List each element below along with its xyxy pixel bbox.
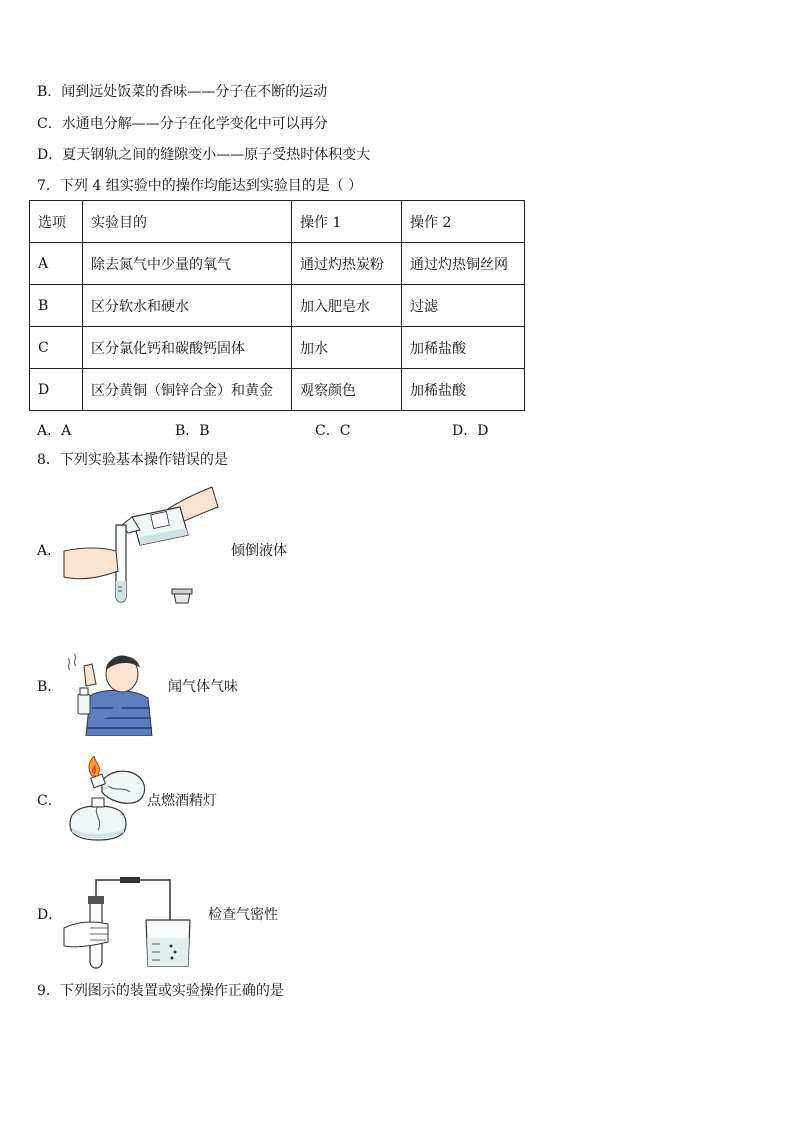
table-cell: 加入肥皂水	[292, 285, 402, 327]
q7-table	[29, 200, 525, 411]
table-header-cell: 操作 2	[402, 201, 525, 243]
table-row	[30, 285, 525, 327]
pouring-liquid-illustration	[62, 485, 222, 610]
q8-option-d-caption: 检查气密性	[208, 907, 278, 923]
table-cell: 区分软水和硬水	[83, 285, 292, 327]
q7-answer-options	[37, 420, 537, 438]
table-header-row	[30, 201, 525, 243]
q8-option-a-caption: 倾倒液体	[231, 543, 287, 559]
q6-option-b: B．闻到远处饭菜的香味——分子在不断的运动	[37, 84, 328, 100]
table-cell: 区分黄铜（铜锌合金）和黄金	[83, 369, 292, 411]
q8-option-b-caption: 闻气体气味	[168, 679, 238, 695]
table-cell: 加水	[292, 327, 402, 369]
table-cell: 观察颜色	[292, 369, 402, 411]
alcohol-lamp-illustration	[62, 756, 150, 844]
table-row	[30, 369, 525, 411]
table-cell: B	[30, 285, 83, 327]
table-cell: 通过灼热炭粉	[292, 243, 402, 285]
q8-stem: 8．下列实验基本操作错误的是	[37, 452, 228, 468]
table-row	[30, 243, 525, 285]
table-cell: 过滤	[402, 285, 525, 327]
q7-answer-d: D．D	[452, 423, 489, 439]
q9-stem: 9．下列图示的装置或实验操作正确的是	[37, 983, 284, 999]
q7-answer-b: B．B	[175, 423, 210, 439]
q6-option-d: D．夏天钢轨之间的缝隙变小——原子受热时体积变大	[37, 147, 371, 163]
q8-option-b-letter: B．	[37, 679, 62, 695]
airtightness-check-illustration	[62, 872, 202, 972]
q7-stem: 7．下列 4 组实验中的操作均能达到实验目的是（ ）	[37, 178, 363, 194]
table-cell: 加稀盐酸	[402, 327, 525, 369]
smelling-gas-illustration	[62, 636, 158, 736]
table-row	[30, 327, 525, 369]
table-cell: 区分氯化钙和碳酸钙固体	[83, 327, 292, 369]
table-cell: 通过灼热铜丝网	[402, 243, 525, 285]
q8-option-d-letter: D．	[37, 907, 63, 923]
table-cell: D	[30, 369, 83, 411]
q8-option-a-letter: A．	[37, 543, 62, 559]
q8-option-c-letter: C．	[37, 793, 62, 809]
q7-answer-c: C．C	[315, 423, 351, 439]
q6-option-c: C．水通电分解——分子在化学变化中可以再分	[37, 116, 328, 132]
table-cell: 加稀盐酸	[402, 369, 525, 411]
table-header-cell: 操作 1	[292, 201, 402, 243]
table-cell: 除去氮气中少量的氧气	[83, 243, 292, 285]
q7-answer-a: A．A	[37, 423, 72, 439]
q8-option-c-caption: 点燃酒精灯	[147, 793, 217, 809]
table-header-cell: 实验目的	[83, 201, 292, 243]
table-cell: C	[30, 327, 83, 369]
table-cell: A	[30, 243, 83, 285]
table-header-cell: 选项	[30, 201, 83, 243]
